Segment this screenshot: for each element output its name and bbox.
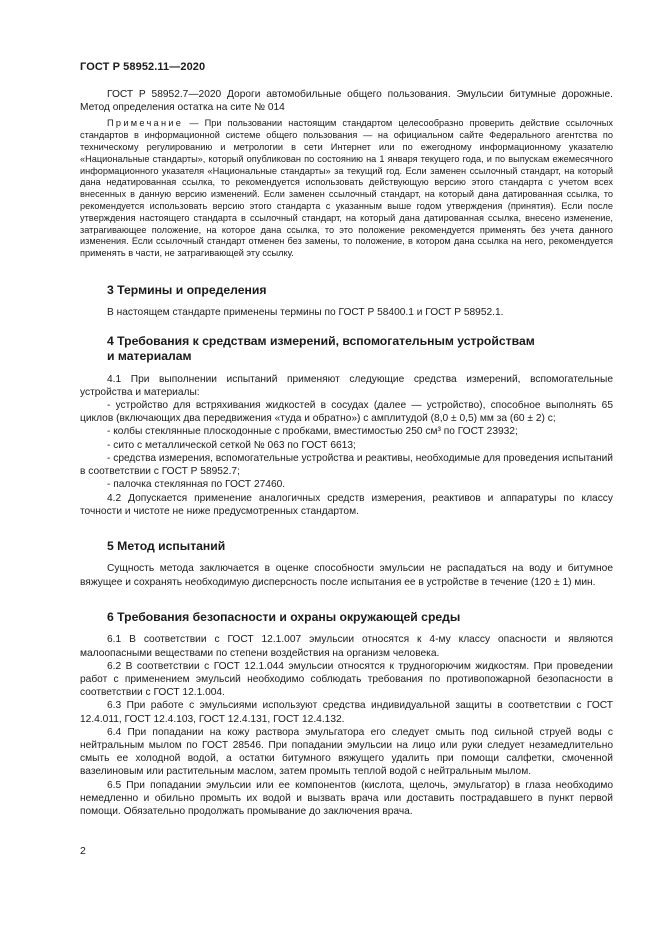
section-6-5-paragraph: 6.5 При попадании эмульсии или ее компонентов (кислота, щелочь, эмульгатор) в глаза необходимо немедленно и обильно промыть их водой и вызвать врача или доставить пострадавшего в пункт первой помощи. Обязательно продолжать промывание до заключения врача.: [80, 779, 613, 817]
note-text: — При пользовании настоящим стандартом целесообразно проверить действие ссылочных стандартов в информационной системе общего пользования — на официальном сайте Федерального агентства по техническому регулированию и метрологии в сети Интернет или по ежегодному информационному указателю «Национальные стандарты», который опубликован по состоянию на 1 января текущего года, и по выпускам ежемесячного информационного указателя «Национальные стандарты» за текущий год. Если заменен ссылочный стандарт, на который дана недатированная ссылка, то рекомендуется использовать действующую версию этого стандарта с учетом всех внесенных в данную версию изменений. Если заменен ссылочный стандарт, на который дана датированная ссылка, то рекомендуется использовать версию этого стандарта с указанным выше годом утверждения (принятия). Если после утверждения настоящего стандарта в ссылочный стандарт, на который дана датированная ссылка, внесено изменение, затрагивающее положение, на которое дана ссылка, то это положение рекомендуется применять без учета данного изменения. Если ссылочный стандарт отменен без замены, то положение, в котором дана ссылка на него, рекомендуется применять в части, не затрагивающей эту ссылку.: [80, 118, 613, 259]
section-6-3-paragraph: 6.3 При работе с эмульсиями используют средства индивидуальной защиты в соответствии с ГОСТ 12.4.011, ГОСТ 12.4.103, ГОСТ 12.4.131, ГОСТ 12.4.132.: [80, 700, 613, 725]
list-item: - устройство для встряхивания жидкостей в сосудах (далее — устройство), способное выполнять 65 циклов (включающих два передвижения «туда и обратно») с амплитудой (8,0 ± 0,5) мм за (60 ± 2) с;: [80, 400, 613, 425]
section-6-2-paragraph: 6.2 В соответствии с ГОСТ 12.1.044 эмульсии относятся к трудногорючим жидкостям. При проведении работ с применением эмульсий необходимо соблюдать требования по противопожарной безопасности в соответствии с ГОСТ 12.1.004.: [80, 660, 613, 699]
section-5-title: 5 Метод испытаний: [107, 538, 226, 553]
reference-paragraph: ГОСТ Р 58952.7—2020 Дороги автомобильные общего пользования. Эмульсии битумные дорожные. Метод определения остатка на сите № 014: [80, 89, 613, 114]
document-code-header: ГОСТ Р 58952.11—2020: [80, 61, 206, 73]
note-label: Примечание: [107, 118, 184, 129]
section-3-title: 3 Термины и определения: [107, 282, 267, 297]
section-6-4-paragraph: 6.4 При попадании на кожу раствора эмульгатора его следует смыть под сильной струей воды с нейтральным мылом по ГОСТ 28546. При попадании эмульсии на лицо или руки следует незамедлительно смыть ее холодной водой, а остатки битумного вяжущего удалить при помощи салфетки, смоченной вазелиновым или растительным маслом, затем промыть теплой водой с нейтральным мылом.: [80, 726, 613, 778]
section-6-title: 6 Требования безопасности и охраны окружающей среды: [107, 609, 461, 624]
section-4-1-paragraph: 4.1 При выполнении испытаний применяют следующие средства измерений, вспомогательные устройства и материалы:: [80, 373, 613, 398]
section-6-1-paragraph: 6.1 В соответствии с ГОСТ 12.1.007 эмульсии относятся к 4-му классу опасности и являются малоопасными веществами по степени воздействия на организм человека.: [80, 634, 613, 659]
list-item: - колбы стеклянные плоскодонные с пробками, вместимостью 250 см³ по ГОСТ 23932;: [107, 426, 518, 438]
section-3-text: В настоящем стандарте применены термины по ГОСТ Р 58400.1 и ГОСТ Р 58952.1.: [107, 307, 504, 319]
list-item: - палочка стеклянная по ГОСТ 27460.: [107, 479, 286, 491]
section-4-title: [80, 334, 613, 365]
list-item: - средства измерения, вспомогательные устройства и реактивы, необходимые для проведения испытаний в соответствии с ГОСТ Р 58952.7;: [80, 452, 613, 478]
section-5-text: Сущность метода заключается в оценке способности эмульсии не распадаться на воду и битумное вяжущее и сохранять необходимую дисперсность после испытания ее в устройстве в течение (120 ± 1) мин.: [80, 563, 613, 588]
page-number: 2: [80, 845, 86, 857]
section-4-title-line2: и материалам: [107, 349, 192, 364]
list-item: - сито с металлической сеткой № 063 по ГОСТ 6613;: [107, 439, 356, 451]
section-4-2-paragraph: 4.2 Допускается применение аналогичных средств измерения, реактивов и аппаратуры по классу точности и чистоте не ниже предусмотренных стандартом.: [80, 492, 613, 517]
section-4-title-line1: 4 Требования к средствам измерений, вспомогательным устройствам: [107, 333, 535, 348]
note-paragraph: [80, 118, 613, 260]
page-content: [80, 88, 613, 818]
